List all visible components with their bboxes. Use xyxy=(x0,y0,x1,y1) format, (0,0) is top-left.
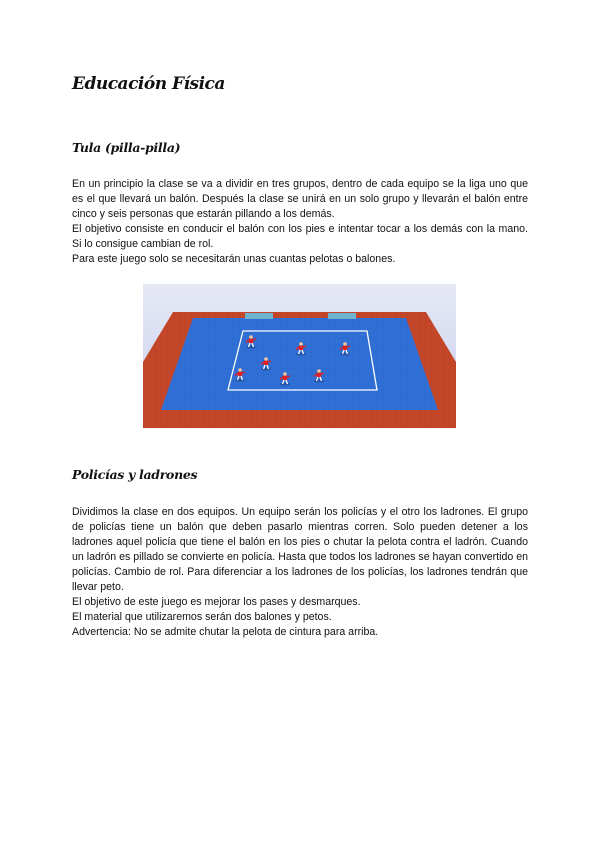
page-title: Educación Física xyxy=(72,74,225,94)
goal-right xyxy=(328,313,356,319)
paragraph: El objetivo consiste en conducir el balón con los pies e intentar tocar a los demás con la mano. Si lo consigue cambian de rol. xyxy=(72,223,528,250)
goal-left xyxy=(245,313,273,319)
paragraph: El objetivo de este juego es mejorar los pases y desmarques. xyxy=(72,596,361,608)
court-svg xyxy=(143,284,456,428)
section-body-tula xyxy=(72,177,528,267)
section-body-policias xyxy=(72,505,528,640)
paragraph: En un principio la clase se va a dividir en tres grupos, dentro de cada equipo se la liga uno que es el que llevará un balón. Después la clase se unirá en un solo grupo y llevarán el balón entre cinco y seis personas que estarán pillando a los demás. xyxy=(72,178,528,220)
paragraph: Dividimos la clase en dos equipos. Un equipo serán los policías y el otro los ladrones. El grupo de policías tiene un balón que deben pasarlo mientras corren. Solo pueden detener a los ladrones aquel policía que tiene el balón en los pies o chutar la pelota contra el ladrón. Cuando un ladrón es pillado se convierte en policía. Hasta que todos los ladrones se hayan convertido en policías. Cambio de rol. Para diferenciar a los ladrones de los policías, los ladrones tendrán que llevar peto. xyxy=(72,506,528,593)
section-heading-policias: Policías y ladrones xyxy=(72,467,198,482)
court-illustration xyxy=(143,284,456,428)
paragraph: El material que utilizaremos serán dos balones y petos. xyxy=(72,611,332,623)
paragraph: Para este juego solo se necesitarán unas cuantas pelotas o balones. xyxy=(72,253,396,265)
paragraph: Advertencia: No se admite chutar la pelota de cintura para arriba. xyxy=(72,626,379,638)
section-heading-tula: Tula (pilla-pilla) xyxy=(72,140,181,155)
court-surface xyxy=(161,318,438,410)
